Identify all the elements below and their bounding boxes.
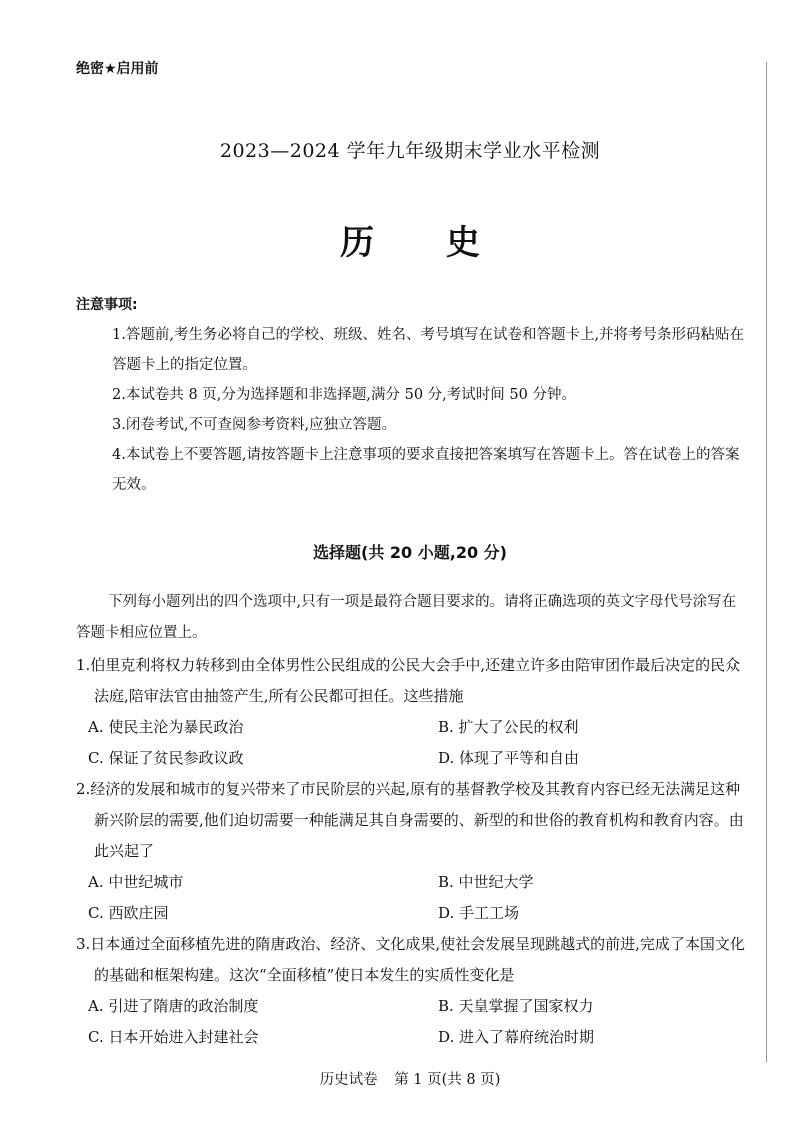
page-footer [0,1068,794,1089]
note-item: 1.答题前,考生务必将自己的学校、班级、姓名、考号填写在试卷和答题卡上,并将考号条形码粘贴在答题卡上的指定位置。 [112,327,745,373]
option-b: B. 天皇掌握了国家权力 [438,997,594,1015]
option-b: B. 扩大了公民的权利 [438,718,579,736]
question-2 [76,774,751,929]
notes-title: 注意事项: [76,297,138,313]
option-d: D. 进入了幕府统治时期 [438,1028,595,1046]
option-d: D. 体现了平等和自由 [438,749,580,767]
option-c: C. 保证了贫民参政议政 [88,749,244,767]
question-options [76,867,751,929]
question-options [76,712,751,774]
option-a: A. 使民主沦为暴民政治 [88,718,244,736]
option-c: C. 西欧庄园 [88,904,169,922]
footer-subject: 历史试卷 [319,1072,378,1088]
footer-page-number: 第 1 页(共 8 页) [394,1072,501,1088]
question-1 [76,650,751,774]
confidential-label: 绝密★启用前 [76,61,159,77]
section-instruction: 下列每小题列出的四个选项中,只有一项是最符合题目要求的。请将正确选项的英文字母代号涂写在答题卡相应位置上。 [76,594,737,641]
note-item: 4.本试卷上不要答题,请按答题卡上注意事项的要求直接把答案填写在答题卡上。答在试卷上的答案无效。 [112,447,740,493]
option-a: A. 中世纪城市 [88,873,184,891]
question-stem: 2.经济的发展和城市的复兴带来了市民阶层的兴起,原有的基督教学校及其教育内容已经无法满足这种新兴阶层的需要,他们迫切需要一种能满足其自身需要的、新型的和世俗的教育机构和教育内容。由此兴起了 [76,780,744,860]
question-3 [76,929,751,1053]
question-options [76,991,751,1053]
question-list [76,650,751,1053]
option-d: D. 手工工场 [438,904,520,922]
exam-title: 2023—2024 学年九年级期末学业水平检测 [219,140,601,162]
subject-title: 历 史 [340,223,510,263]
notes-list [112,320,748,500]
section-title: 选择题(共 20 小题,20 分) [313,543,507,562]
note-item: 2.本试卷共 8 页,分为选择题和非选择题,满分 50 分,考试时间 50 分钟。 [112,387,576,403]
option-a: A. 引进了隋唐的政治制度 [88,997,259,1015]
note-item: 3.闭卷考试,不可查阅参考资料,应独立答题。 [112,417,397,433]
question-stem: 3.日本通过全面移植先进的隋唐政治、经济、文化成果,使社会发展呈现跳越式的前进,完成了本国文化的基础和框架构建。这次“全面移植”使日本发生的实质性变化是 [76,935,745,984]
option-c: C. 日本开始进入封建社会 [88,1028,259,1046]
option-b: B. 中世纪大学 [438,873,534,891]
question-stem: 1.伯里克利将权力转移到由全体男性公民组成的公民大会手中,还建立许多由陪审团作最后决定的民众法庭,陪审法官由抽签产生,所有公民都可担任。这些措施 [76,656,741,705]
